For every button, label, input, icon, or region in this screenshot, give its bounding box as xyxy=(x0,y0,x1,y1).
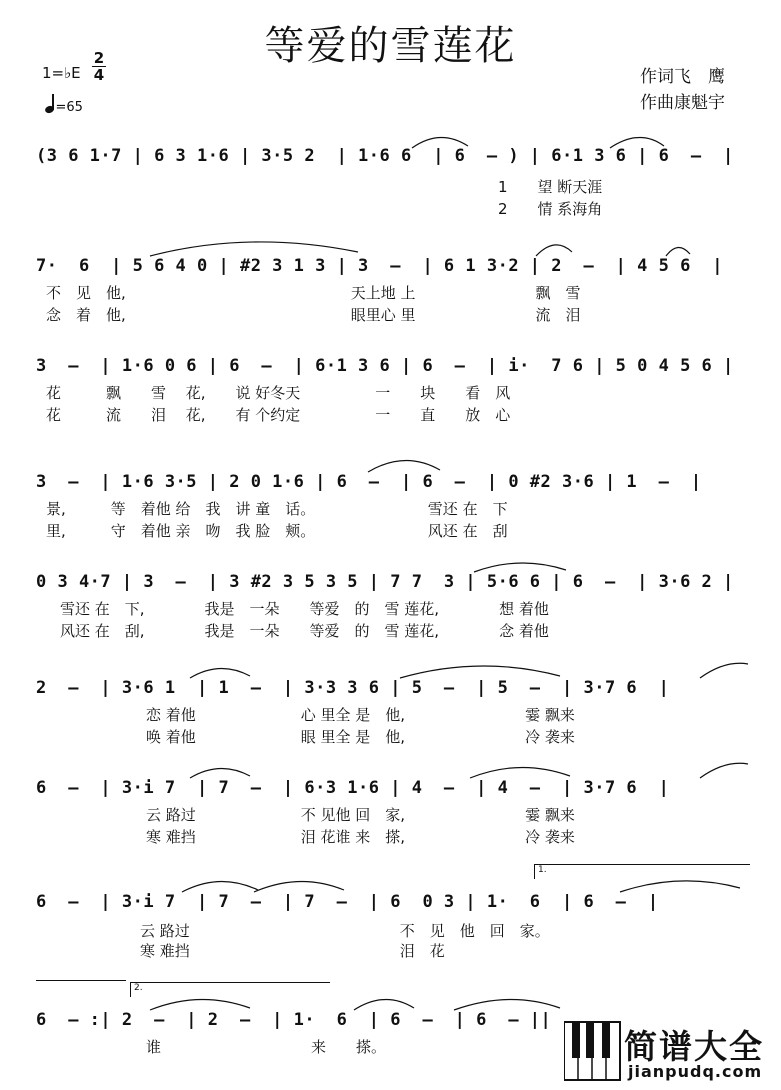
row-notes: 3 – | 1·6 3·5 | 2 0 1·6 | 6 – | 6 – | 0 #2 3·6 | 1 – | xyxy=(36,472,702,492)
slur-arc xyxy=(368,460,440,472)
slur-arc xyxy=(190,668,250,678)
slur-arc xyxy=(150,999,250,1010)
slur-arc xyxy=(620,881,740,892)
slur-arc xyxy=(182,881,258,892)
composer-credit: 作曲康魁宇 xyxy=(640,93,725,113)
slur-arc xyxy=(150,242,358,256)
row-lyric-verse-2: 念 着 他, 眼里心 里 流 泪 xyxy=(46,306,581,324)
row-lyric-verse-1: 景, 等 着他 给 我 讲 童 话。 雪还 在 下 xyxy=(46,500,508,518)
row-notes: 0 3 4·7 | 3 – | 3 #2 3 5 3 5 | 7 7 3 | 5·6 6 | 6 – | 3·6 2 | xyxy=(36,572,734,592)
slur-arc xyxy=(666,247,690,256)
row-lyric-verse-2: 唤 着他 眼 里全 是 他, 冷 袭来 xyxy=(146,728,575,746)
slur-arc xyxy=(536,245,572,256)
first-ending-bracket: 1. xyxy=(534,864,750,879)
row-lyric-verse-2: 寒 难挡 泪 花谁 来 搽, 冷 袭来 xyxy=(146,828,575,846)
logo-url: jianpudq.com xyxy=(628,1062,763,1081)
slur-arc xyxy=(412,137,468,148)
lyricist-credit: 作词飞 鹰 xyxy=(640,67,725,87)
row-lyric-verse-1: 云 路过 不 见 他 回 家。 xyxy=(140,922,550,940)
row-lyric-verse-2: 花 流 泪 花, 有 个约定 一 直 放 心 xyxy=(46,406,511,424)
logo-wordmark: 简谱大全 xyxy=(624,1027,764,1066)
song-title: 等爱的雪莲花 xyxy=(264,23,517,69)
row-notes: 3 – | 1·6 0 6 | 6 – | 6·1 3 6 | 6 – | i· 7 6 | 5 0 4 5 6 | xyxy=(36,356,734,376)
row-notes: 6 – | 3·i 7 | 7 – | 6·3 1·6 | 4 – | 4 – | 3·7 6 | xyxy=(36,778,670,798)
tempo-value: =65 xyxy=(55,100,83,115)
slur-arc xyxy=(474,563,566,572)
row-lyric-verse-1: 恋 着他 心 里全 是 他, 霎 飘来 xyxy=(146,706,575,724)
second-ending-bracket: 2. xyxy=(130,982,330,997)
slur-arc xyxy=(354,999,414,1010)
row-notes: (3 6 1·7 | 6 3 1·6 | 3·5 2 | 1·6 6 | 6 – ) | 6·1 3 6 | 6 – | xyxy=(36,146,734,166)
row-lyric-verse-1: 谁 来 搽。 xyxy=(146,1038,387,1056)
row-lyric-verse-1: 1 望 断天涯 xyxy=(498,178,603,196)
row-lyric-verse-1: 不 见 他, 天上地 上 飘 雪 xyxy=(46,284,581,302)
slur-arc xyxy=(254,881,344,892)
meter-top: 2 xyxy=(93,49,105,67)
key-signature: 1=♭E xyxy=(42,64,81,82)
row-lyric-verse-2: 寒 难挡 泪 花 xyxy=(140,942,445,960)
row-lyric-verse-2: 风还 在 刮, 我是 一朵 等爱 的 雪 莲花, 念 着他 xyxy=(60,622,549,640)
slur-arc xyxy=(470,767,570,778)
row-lyric-verse-1: 云 路过 不 见他 回 家, 霎 飘来 xyxy=(146,806,575,824)
slur-arc xyxy=(700,763,748,778)
slur-arc xyxy=(700,663,748,678)
slur-arc xyxy=(400,666,560,678)
row-notes: 7· 6 | 5 6 4 0 | #2 3 1 3 | 3 – | 6 1 3·2 | 2 – | 4 5 6 | xyxy=(36,256,724,276)
slur-arc xyxy=(190,768,250,778)
row-lyric-verse-2: 里, 守 着他 亲 吻 我 脸 颊。 风还 在 刮 xyxy=(46,522,508,540)
row-lyric-verse-1: 花 飘 雪 花, 说 好冬天 一 块 看 风 xyxy=(46,384,511,402)
row-lyric-verse-2: 2 情 系海角 xyxy=(498,200,603,218)
slur-arc xyxy=(454,999,560,1010)
row-notes: 6 – :| 2 – | 2 – | 1· 6 | 6 – | 6 – || xyxy=(36,1010,552,1030)
slur-arc xyxy=(610,137,664,148)
row-lyric-verse-1: 雪还 在 下, 我是 一朵 等爱 的 雪 莲花, 想 着他 xyxy=(60,600,549,618)
meter-bottom: 4 xyxy=(93,66,105,84)
row-notes: 2 – | 3·6 1 | 1 – | 3·3 3 6 | 5 – | 5 – | 3·7 6 | xyxy=(36,678,670,698)
row-notes: 6 – | 3·i 7 | 7 – | 7 – | 6 0 3 | 1· 6 | 6 – | xyxy=(36,892,659,912)
